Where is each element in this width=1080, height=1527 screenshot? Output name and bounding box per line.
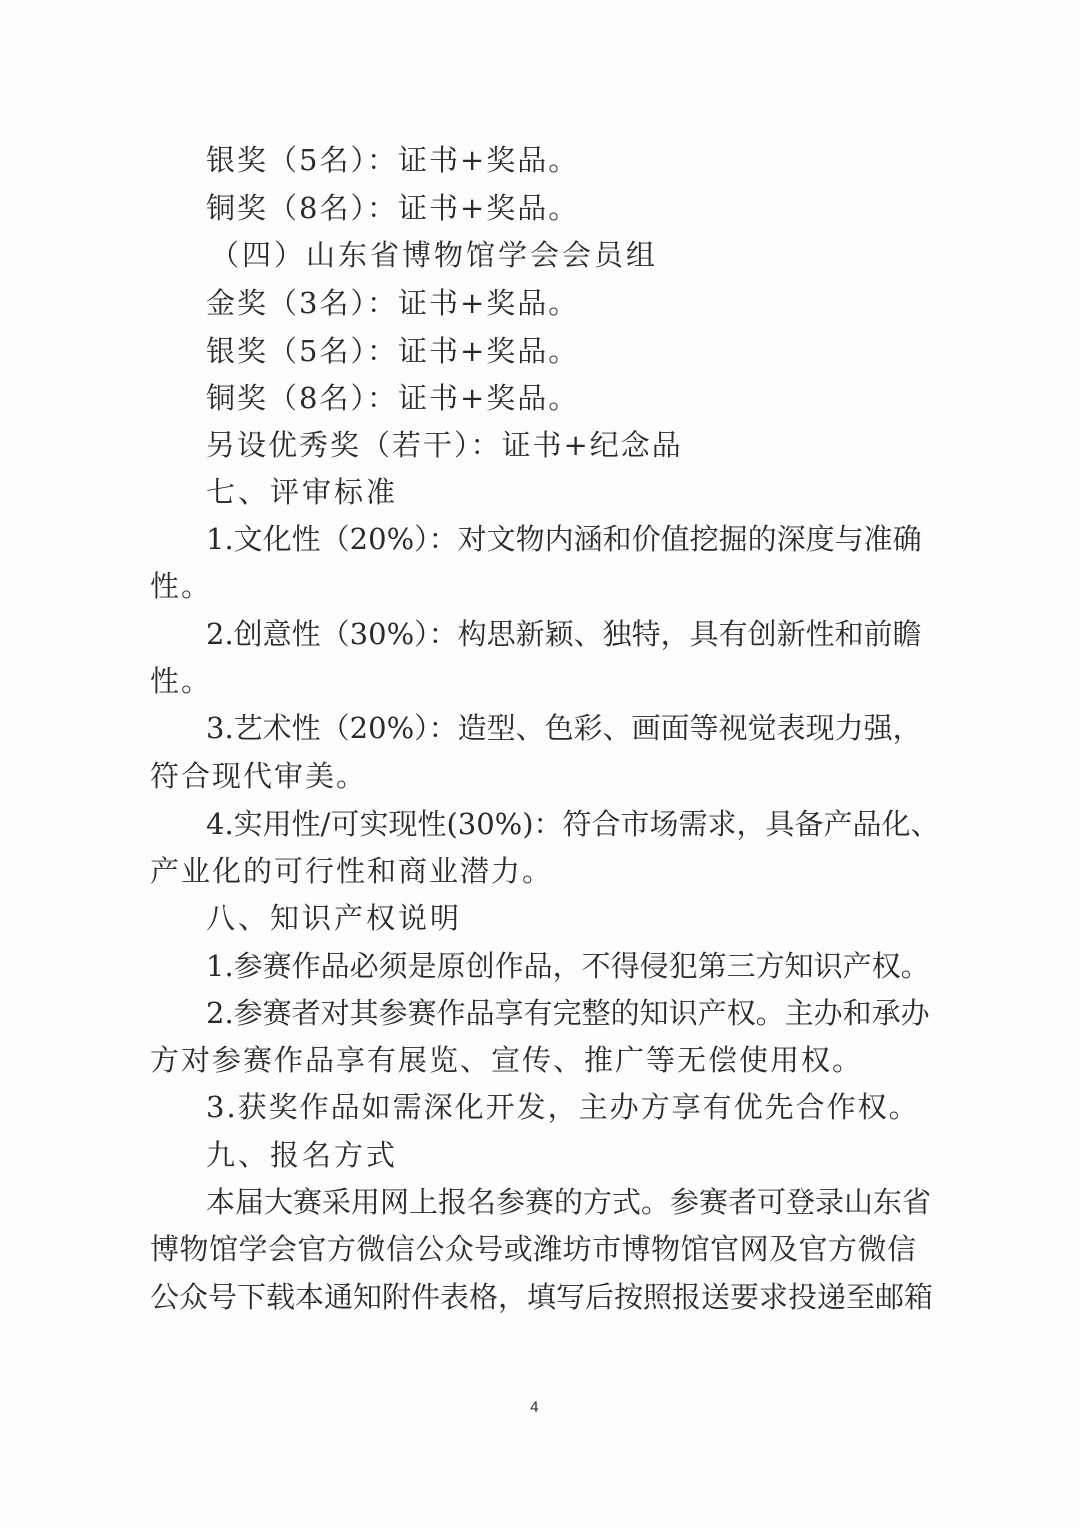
ip-3-text: 3.获奖作品如需深化开发，主办方享有优先合作权。	[206, 1090, 920, 1124]
ip-2-continuation: 方对参赛作品享有展览、宣传、推广等无偿使用权。	[150, 1043, 864, 1077]
section-8-heading: 八、知识产权说明	[206, 901, 463, 935]
award-bronze-line: 铜奖（8名）：证书+奖品。	[206, 191, 580, 225]
section-7-heading: 七、评审标准	[206, 475, 399, 509]
criteria-3-text: 3.艺术性（20%）：造型、色彩、画面等视觉表现力强，	[206, 711, 922, 745]
award-excellence-line: 另设优秀奖（若干）：证书+纪念品	[206, 428, 683, 462]
award-silver-line-2: 银奖（5名）：证书+奖品。	[206, 334, 580, 368]
page-number: 4	[530, 1400, 539, 1416]
registration-text-line-2: 博物馆学会官方微信公众号或潍坊市博物馆官网及官方微信	[150, 1232, 916, 1266]
criteria-1-continuation: 性。	[150, 569, 213, 603]
criteria-1-text: 1.文化性（20%）：对文物内涵和价值挖掘的深度与准确	[206, 522, 922, 556]
criteria-2-continuation: 性。	[150, 664, 213, 698]
criteria-4-continuation: 产业化的可行性和商业潜力。	[150, 854, 554, 888]
registration-text-line-1: 本届大赛采用网上报名参赛的方式。参赛者可登录山东省	[206, 1185, 932, 1219]
award-silver-line: 银奖（5名）：证书+奖品。	[206, 143, 580, 177]
ip-1-text: 1.参赛作品必须是原创作品，不得侵犯第三方知识产权。	[206, 949, 930, 983]
criteria-3-continuation: 符合现代审美。	[150, 759, 368, 793]
award-gold-line: 金奖（3名）：证书+奖品。	[206, 286, 580, 320]
award-bronze-line-2: 铜奖（8名）：证书+奖品。	[206, 381, 580, 415]
criteria-2-text: 2.创意性（30%）：构思新颖、独特，具有创新性和前瞻	[206, 617, 922, 651]
section-9-heading: 九、报名方式	[206, 1138, 399, 1172]
ip-2-text: 2.参赛者对其参赛作品享有完整的知识产权。主办和承办	[206, 996, 930, 1030]
section-member-group-heading: （四）山东省博物馆学会会员组	[210, 238, 659, 272]
registration-text-line-3: 公众号下载本通知附件表格，填写后按照报送要求投递至邮箱	[150, 1280, 934, 1314]
criteria-4-text: 4.实用性/可实现性(30%)：符合市场需求，具备产品化、	[206, 807, 940, 841]
